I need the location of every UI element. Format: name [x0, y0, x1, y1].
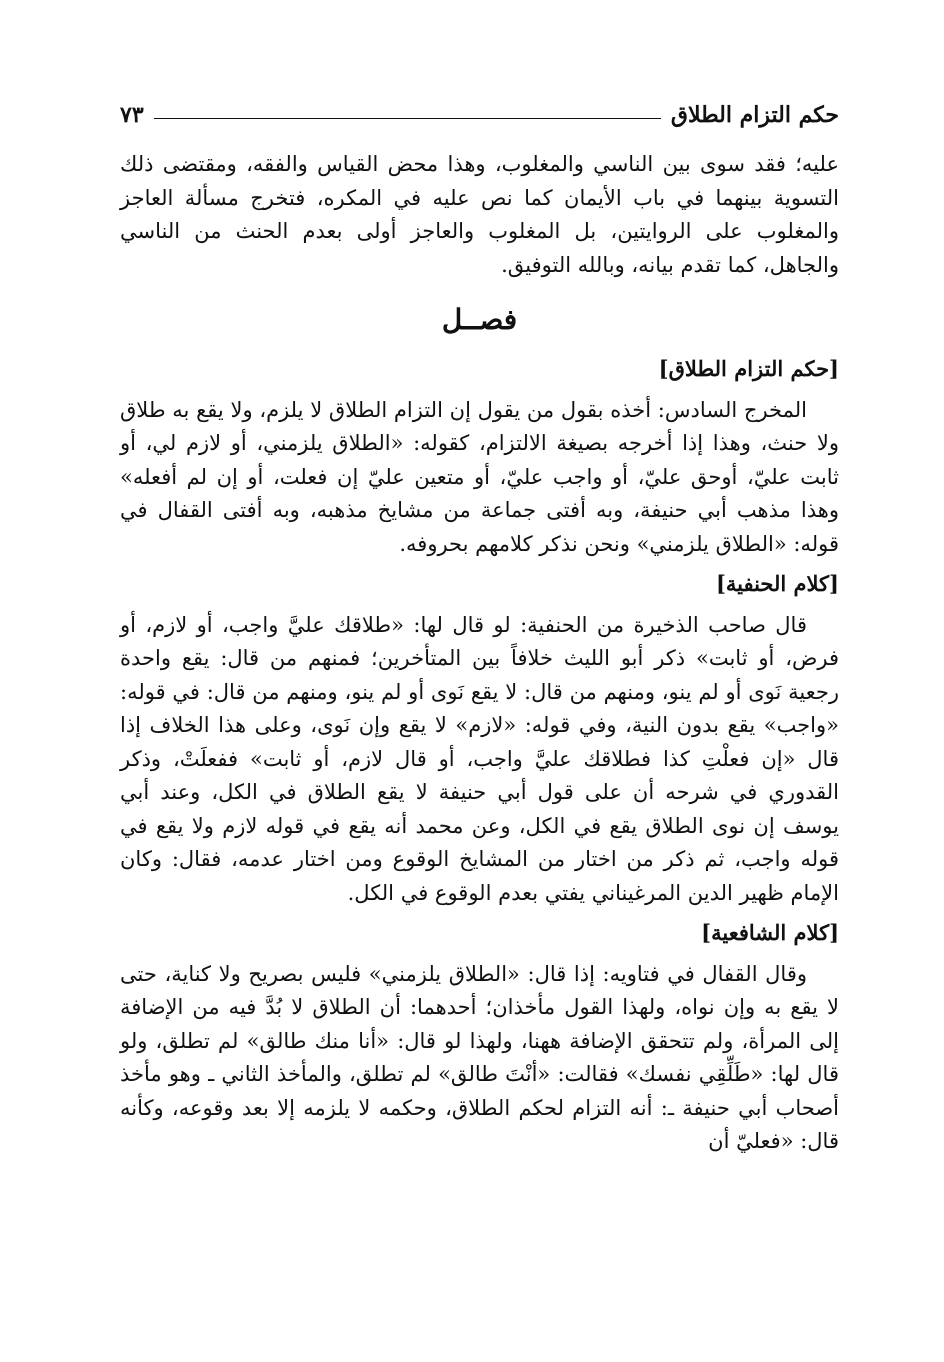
paragraph-hanafi: قال صاحب الذخيرة من الحنفية: لو قال لها: «طلاقك عليَّ واجب، أو لازم، أو فرض، أو ثابت» ذكر أبو الليث خلافاً بين المتأخرين؛ فمنهم من قال: يقع واحدة رجعية نَوى أو لم ينو، ومنهم من قال: لا يقع نَوى أو لم ينو، ومنهم من قال: في قوله: «واجب» يقع بدون النية، وفي قوله: «لازم» لا يقع وإن نَوى، وعلى هذا الخلاف إذا قال «إن فعلْتِ كذا فطلاقك عليَّ واجب، أو قال لازم، أو ثابت» ففعلَتْ، وذكر القدوري في شرحه أن على قول أبي حنيفة لا يقع الطلاق في الكل، وعند أبي يوسف إن نوى الطلاق يقع في الكل، وعن محمد أنه يقع في قوله لازم ولا يقع في قوله واجب، ثم ذكر من اختار من المشايخ الوقوع ومن اختار عدمه، فقال: وكان الإمام ظهير الدين المرغيناني يفتي بعدم الوقوع في الكل.	[120, 612, 839, 905]
page-body	[120, 148, 839, 1159]
paragraph-continuation: عليه؛ فقد سوى بين الناسي والمغلوب، وهذا محض القياس والفقه، ومقتضى ذلك التسوية بينهما في باب الأيمان كما نص عليه في المكره، فتخرج مسألة العاجز والمغلوب على الروايتين، بل المغلوب والعاجز أولى بعدم الحنث من الناسي والجاهل، كما تقدم بيانه، وبالله التوفيق.	[120, 152, 839, 277]
section-heading-talaq: [حكم التزام الطلاق]	[658, 356, 839, 381]
header-rule	[154, 118, 661, 119]
chapter-heading-fasl: فصــل	[441, 303, 518, 336]
section-heading-hanafi: [كلام الحنفية]	[715, 571, 839, 596]
running-title: حكم التزام الطلاق	[670, 102, 839, 128]
section-heading-shafii: [كلام الشافعية]	[701, 920, 839, 945]
paragraph-shafii: وقال القفال في فتاويه: إذا قال: «الطلاق يلزمني» فليس بصريح ولا كناية، حتى لا يقع به وإن نواه، ولهذا القول مأخذان؛ أحدهما: أن الطلاق لا بُدَّ فيه من الإضافة إلى المرأة، ولم تتحقق الإضافة ههنا، ولهذا لو قال: «أنا منك طالق» لم تطلق، ولو قال لها: «طَلِّقِي نفسك» فقالت: «أنْتَ طالق» لم تطلق، والمأخذ الثاني ـ وهو مأخذ أصحاب أبي حنيفة ـ: أنه التزام لحكم الطلاق، وحكمه لا يلزمه إلا بعد وقوعه، وكأنه قال: «فعليّ أن	[120, 961, 839, 1153]
page-number: ٧٣	[120, 102, 144, 128]
running-header	[120, 92, 839, 128]
paragraph-sixth-exit: المخرج السادس: أخذه بقول من يقول إن التزام الطلاق لا يلزم، ولا يقع به طلاق ولا حنث، وهذا إذا أخرجه بصيغة الالتزام، كقوله: «الطلاق يلزمني، أو لازم لي، أو ثابت عليّ، أوحق عليّ، أو واجب عليّ، أو متعين عليّ إن فعلت، أو إن لم أفعله» وهذا مذهب أبي حنيفة، وبه أفتى جماعة من مشايخ مذهبه، وبه أفتى القفال في قوله: «الطلاق يلزمني» ونحن نذكر كلامهم بحروفه.	[120, 397, 839, 556]
